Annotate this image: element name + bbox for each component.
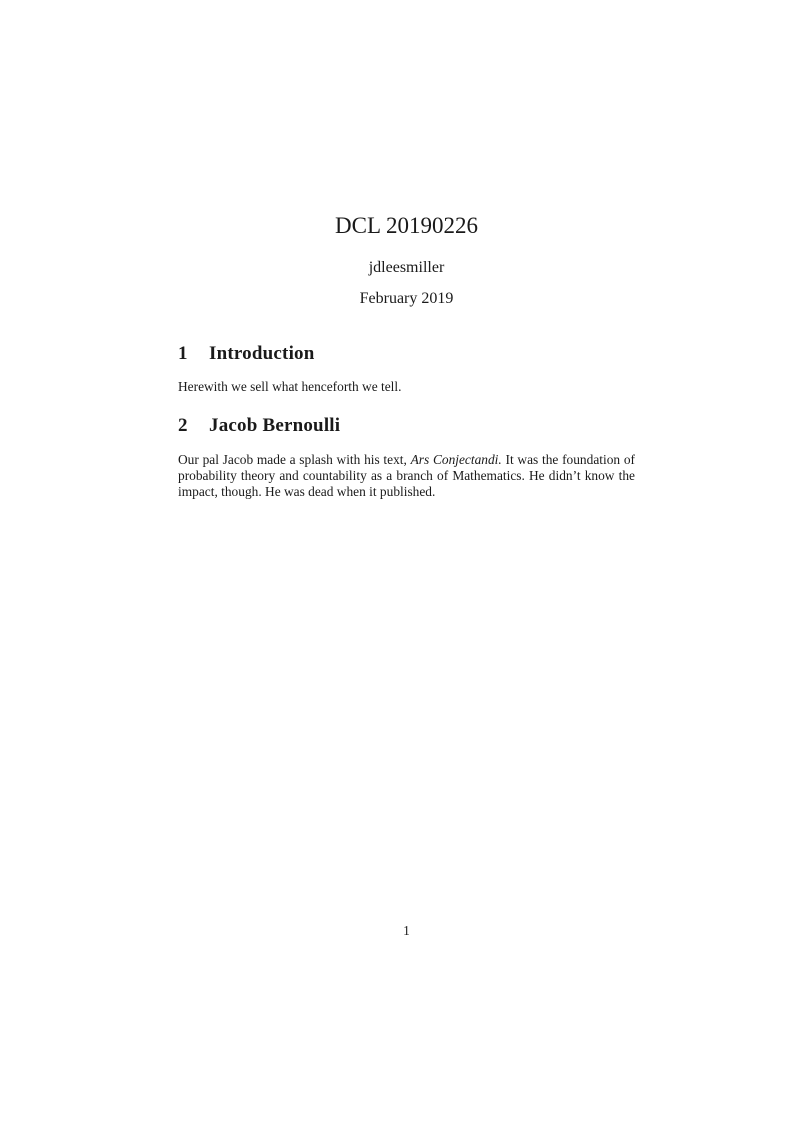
bernoulli-text-post: It was the foundation of probability theory and countability as a branch of Mathematics. He didn’t know the impact, though. He was dead when it published. <box>178 452 635 499</box>
section-number: 1 <box>178 343 188 364</box>
document-author: jdleesmiller <box>368 259 445 276</box>
section-heading-jacob-bernoulli <box>178 416 635 437</box>
document-title: DCL 20190226 <box>335 213 478 238</box>
bernoulli-text-pre: Our pal Jacob made a splash with his text, <box>178 452 411 467</box>
section-number: 2 <box>178 415 188 436</box>
page-number: 1 <box>403 923 410 938</box>
book-title-italic: Ars Conjectandi. <box>410 452 502 467</box>
document-date: February 2019 <box>359 290 454 307</box>
section-heading-introduction <box>178 344 635 365</box>
section-title: Jacob Bernoulli <box>209 415 341 436</box>
section-title: Introduction <box>209 343 315 364</box>
introduction-paragraph: Herewith we sell what henceforth we tell. <box>178 379 402 394</box>
bernoulli-paragraph <box>178 452 635 500</box>
